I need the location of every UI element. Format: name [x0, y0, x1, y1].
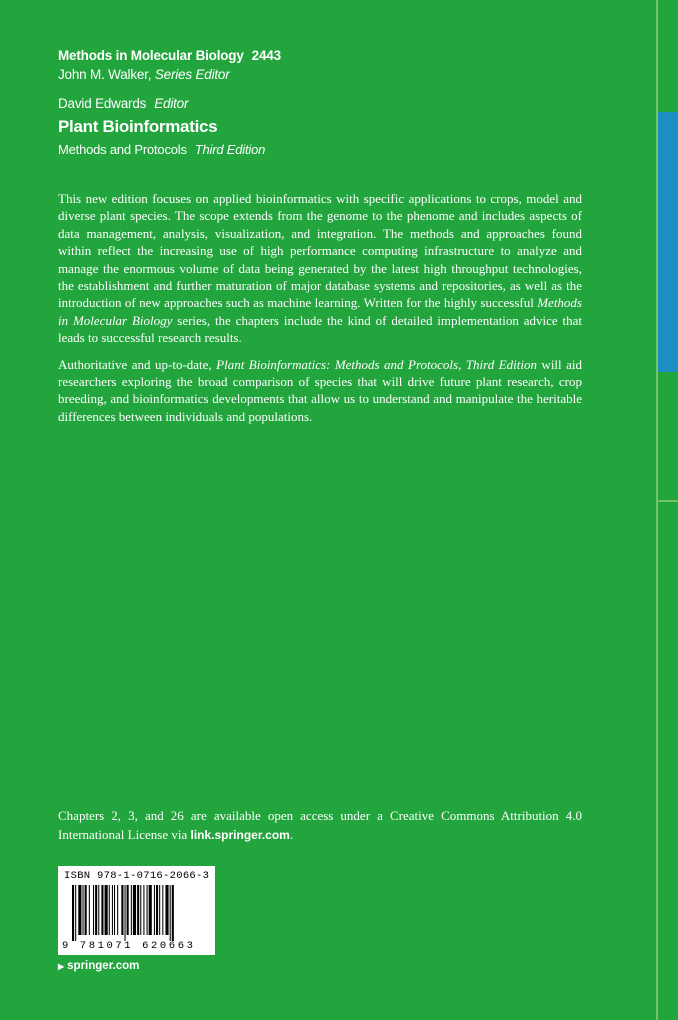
barcode-bar [149, 885, 152, 935]
blurb-p1-text-end: series, the chapters include the kind of detailed implementation advice that leads to successful research results. [58, 312, 583, 346]
barcode-bar [117, 885, 118, 935]
blurb-p1-series-name: Methods in Molecular Biology [58, 295, 582, 328]
open-access-note [58, 806, 582, 845]
barcode-bar [109, 885, 110, 935]
book-subtitle [58, 142, 265, 157]
description-blurb [58, 190, 582, 434]
book-editor-role: Editor [154, 96, 189, 111]
series-editor-role: Series Editor [154, 67, 230, 82]
blurb-p2-text: Authoritative and up-to-date, [58, 356, 217, 372]
series-editor [58, 67, 230, 82]
barcode-bar [170, 885, 171, 941]
barcode-bar [78, 885, 81, 935]
barcode-bar [143, 885, 144, 935]
barcode-bar [165, 885, 168, 935]
barcode-bar [172, 885, 174, 941]
barcode-bars [72, 885, 206, 941]
barcode-bar [162, 885, 163, 935]
blurb-paragraph-1 [58, 190, 582, 347]
publisher-site: springer.com [67, 960, 140, 972]
series-number: 2443 [251, 48, 281, 63]
barcode-bar [154, 885, 155, 935]
barcode-bar [72, 885, 74, 941]
barcode-bar [98, 885, 99, 935]
open-access-link[interactable]: link.springer.com [190, 828, 290, 842]
barcode-bar [127, 885, 129, 935]
barcode-bar [125, 885, 126, 941]
barcode-bar [83, 885, 84, 935]
open-access-end: . [289, 827, 294, 842]
barcode-bar [85, 885, 87, 935]
barcode-bar [137, 885, 139, 935]
barcode-bar [133, 885, 136, 935]
blurb-p2-edition: Third Edition [465, 356, 537, 372]
blurb-p2-title: Plant Bioinformatics: Methods and Protocols [216, 356, 459, 372]
barcode-bar [75, 885, 76, 941]
isbn-label: ISBN 978-1-0716-2066-3 [64, 870, 210, 882]
open-access-text: Chapters 2, 3, and 26 are available open access under a Creative Commons Attribution 4.0 International License via [58, 808, 582, 842]
barcode-bar [105, 885, 108, 935]
barcode-bar [101, 885, 103, 935]
barcode-bar [159, 885, 160, 935]
barcode-bar [121, 885, 123, 935]
book-editor [58, 96, 188, 111]
blurb-p2-sep: , [458, 356, 466, 372]
barcode-bar [147, 885, 148, 935]
barcode-bar [140, 885, 141, 935]
series-title [58, 48, 281, 63]
barcode-bar [93, 885, 94, 935]
blurb-p2-text-end: will aid researchers exploring the broad comparison of species that will drive future plant research, crop breeding, and bioinformatics developments that allow us to understand and manipulate the heritable differences between individuals and populations. [58, 356, 582, 424]
barcode-bar [95, 885, 97, 935]
arrow-icon: ▶ [58, 962, 65, 971]
publisher-link[interactable] [58, 960, 139, 972]
barcode-bar [114, 885, 115, 935]
series-editor-name: John M. Walker, [58, 67, 152, 82]
isbn-barcode [58, 866, 215, 955]
barcode-bar [156, 885, 158, 935]
blurb-p1-text: This new edition focuses on applied bioinformatics with specific applications to crops, model and diverse plant species. The scope extends from the genome to the phenome and includes aspects of data management, analysis, visualization, and integration. The methods and approaches found within reflect the increasing use of high performance computing infrastructure to analyze and manage the enormous volume of data being generated by the latest high throughput technologies, the establishment and further maturation of major database systems and repositories, as well as the introduction of new approaches such as machine learning. Written for the highly successful [58, 191, 582, 311]
spine-edge-tick [658, 500, 678, 502]
subtitle-text: Methods and Protocols [58, 142, 187, 157]
book-editor-name: David Edwards [58, 96, 147, 111]
series-name: Methods in Molecular Biology [58, 48, 244, 63]
spine-color-band [658, 112, 678, 372]
blurb-paragraph-2 [58, 356, 582, 426]
barcode-bar [112, 885, 113, 935]
book-title: Plant Bioinformatics [58, 117, 218, 136]
barcode-bar [89, 885, 90, 935]
barcode-bar [131, 885, 132, 935]
edition-text: Third Edition [194, 142, 266, 157]
ean-digits: 9 781071 620663 [62, 940, 196, 952]
